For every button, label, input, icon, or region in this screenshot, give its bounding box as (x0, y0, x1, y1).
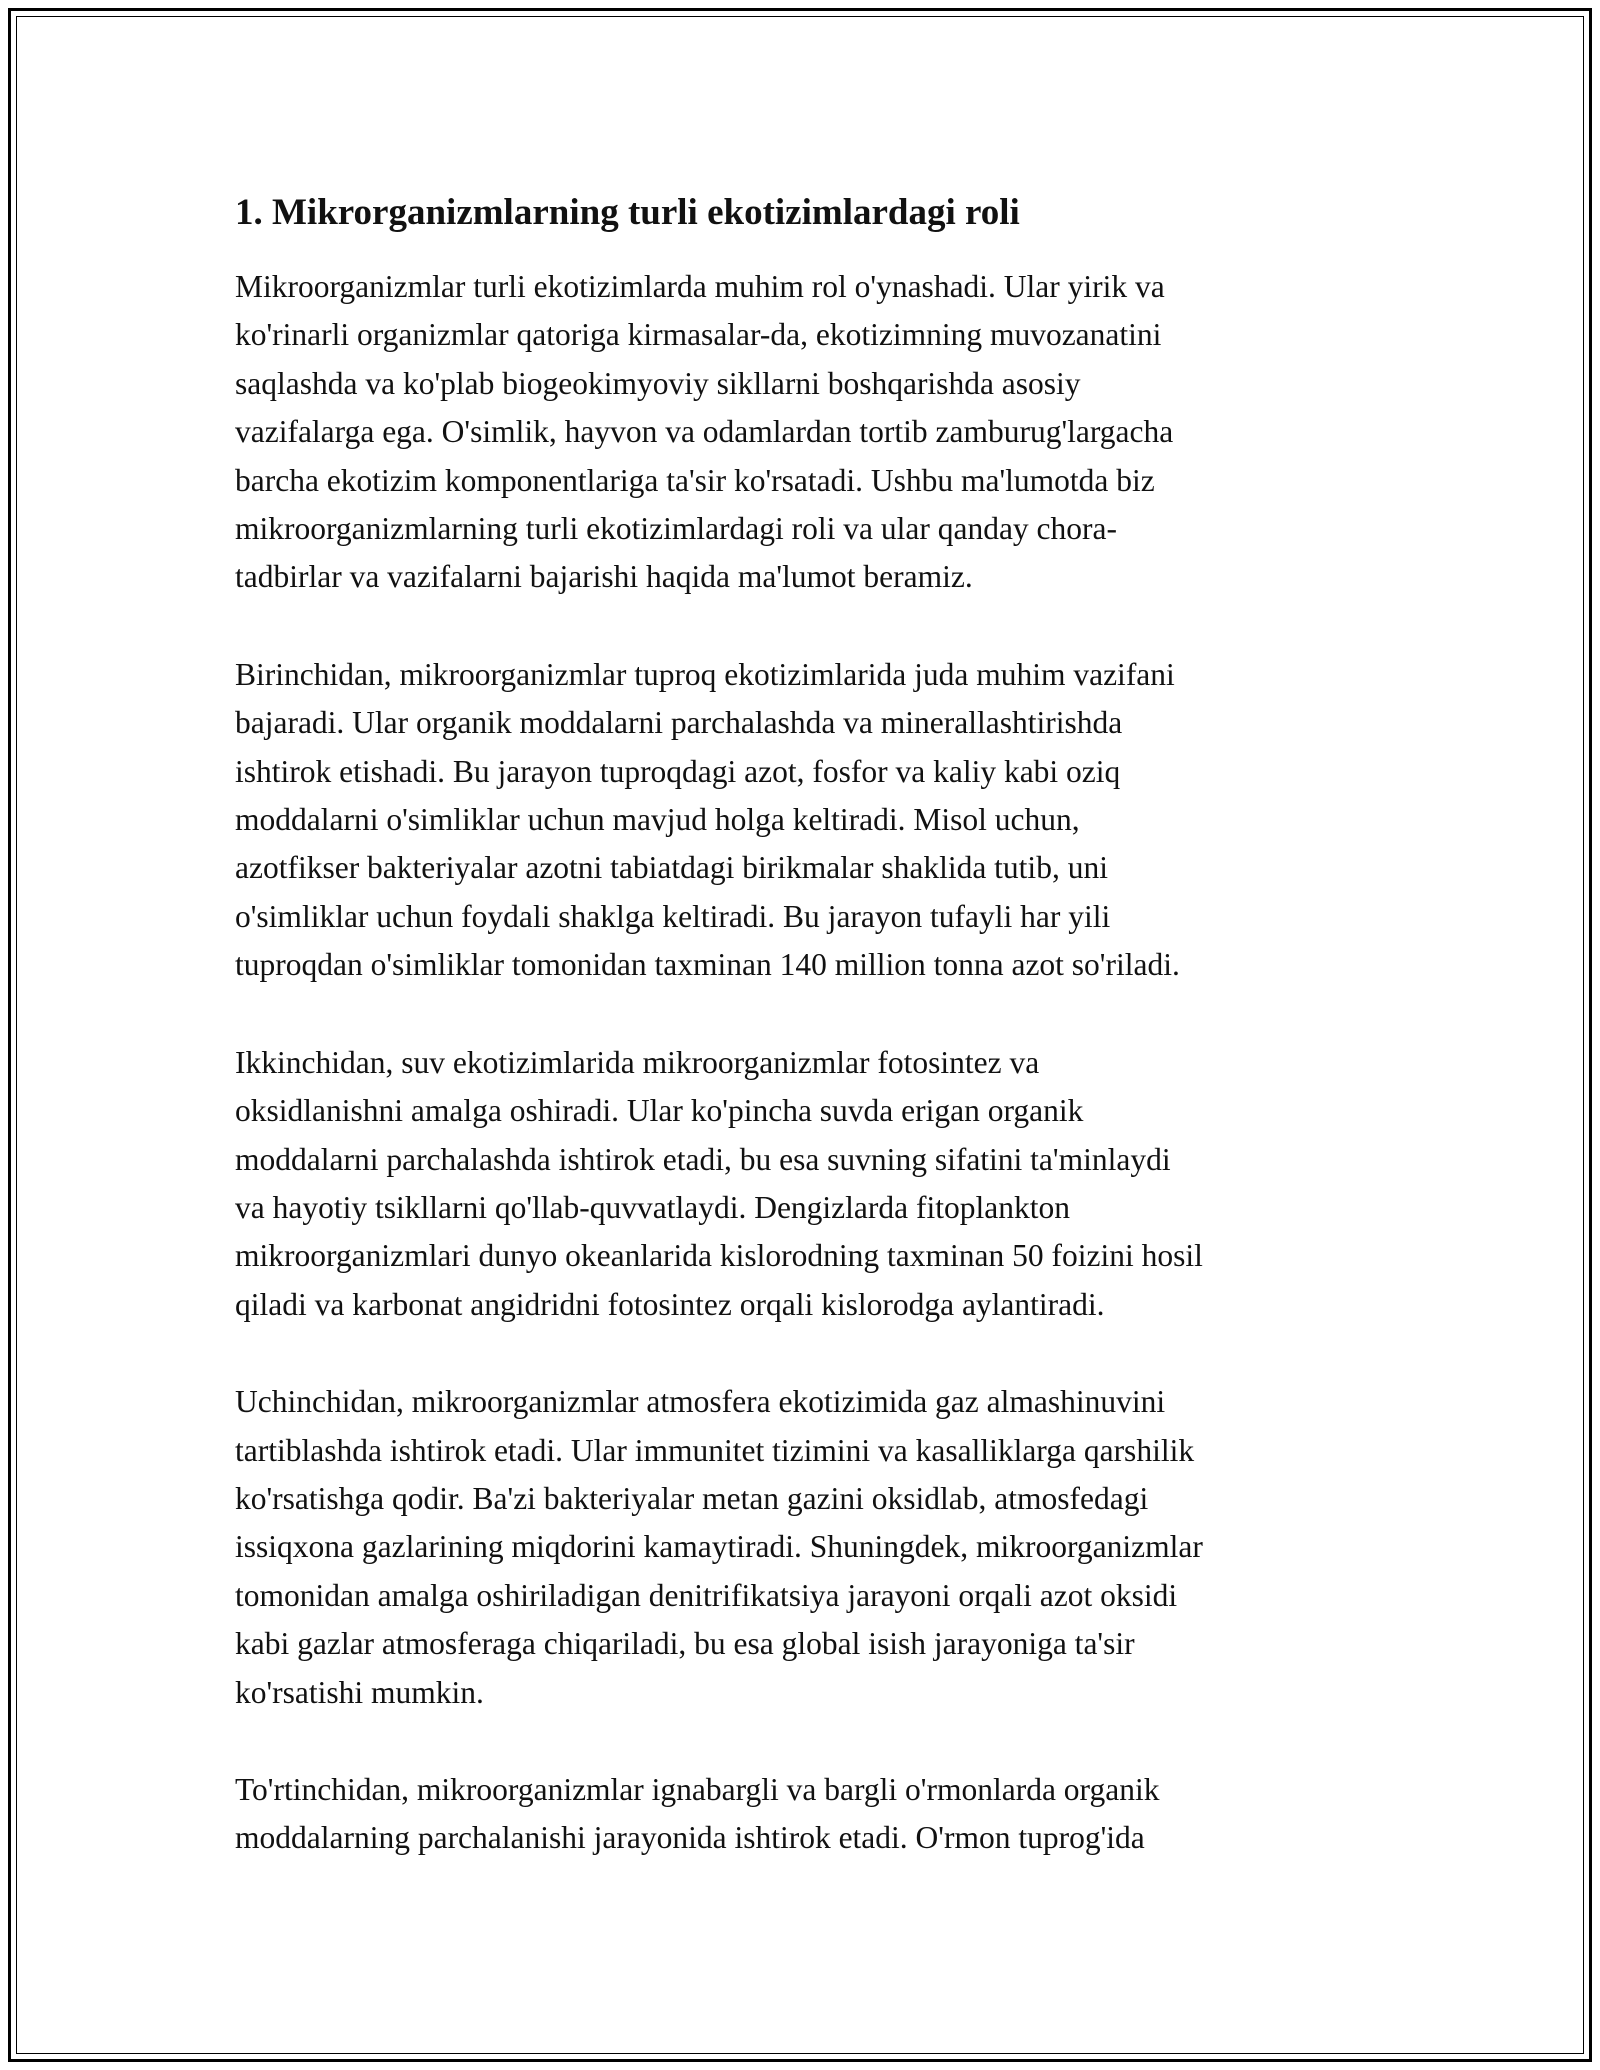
document-body (235, 185, 1375, 1912)
paragraph-atmosphere: Uchinchidan, mikroorganizmlar atmosfera ekotizimida gaz almashinuvini tartiblashda ishtirok etadi. Ular immunitet tizimini va kasalliklarga qarshilik ko'rsatishga qodir. Ba'zi bakteriyalar metan gazini oksidlab, atmosfedagi issiqxona gazlarining miqdorini kamaytiradi. Shuningdek, mikroorganizmlar tomonidan amalga oshiriladigan denitrifikatsiya jarayoni orqali azot oksidi kabi gazlar atmosferaga chiqariladi, bu esa global isish jarayoniga ta'sir ko'rsatishi mumkin. (235, 1384, 1203, 1710)
paragraph-forest: To'rtinchidan, mikroorganizmlar ignabargli va bargli o'rmonlarda organik moddalarning parchalanishi jarayonida ishtirok etadi. O'rmon tuprog'ida (235, 1771, 1160, 1856)
section-heading: 1. Mikrorganizmlarning turli ekotizimlardagi roli (235, 192, 1020, 233)
paragraph-intro: Mikroorganizmlar turli ekotizimlarda muhim rol o'ynashadi. Ular yirik va ko'rinarli organizmlar qatoriga kirmasalar-da, ekotizimning muvozanatini saqlashda va ko'plab biogeokimyoviy sikllarni boshqarishda asosiy vazifalarga ega. O'simlik, hayvon va odamlardan tortib zamburug'largacha barcha ekotizim komponentlariga ta'sir ko'rsatadi. Ushbu ma'lumotda biz mikroorganizmlarning turli ekotizimlardagi roli va ular qanday chora- tadbirlar va vazifalarni bajarishi haqida ma'lumot beramiz. (235, 269, 1174, 595)
paragraph-soil: Birinchidan, mikroorganizmlar tuproq ekotizimlarida juda muhim vazifani bajaradi. Ular organik moddalarni parchalashda va minerallashtirishda ishtirok etishadi. Bu jarayon tuproqdagi azot, fosfor va kaliy kabi oziq moddalarni o'simliklar uchun mavjud holga keltiradi. Misol uchun, azotfikser bakteriyalar azotni tabiatdagi birikmalar shaklida tutib, uni o'simliklar uchun foydali shaklga keltiradi. Bu jarayon tufayli har yili tuproqdan o'simliklar tomonidan taxminan 140 million tonna azot so'riladi. (235, 656, 1180, 983)
paragraph-water: Ikkinchidan, suv ekotizimlarida mikroorganizmlar fotosintez va oksidlanishni amalga oshiradi. Ular ko'pincha suvda erigan organik moddalarni parchalashda ishtirok etadi, bu esa suvning sifatini ta'minlaydi va hayotiy tsikllarni qo'llab-quvvatlaydi. Dengizlarda fitoplankton mikroorganizmlari dunyo okeanlarida kislorodning taxminan 50 foizini hosil qiladi va karbonat angidridni fotosintez orqali kislorodga aylantiradi. (235, 1044, 1203, 1322)
